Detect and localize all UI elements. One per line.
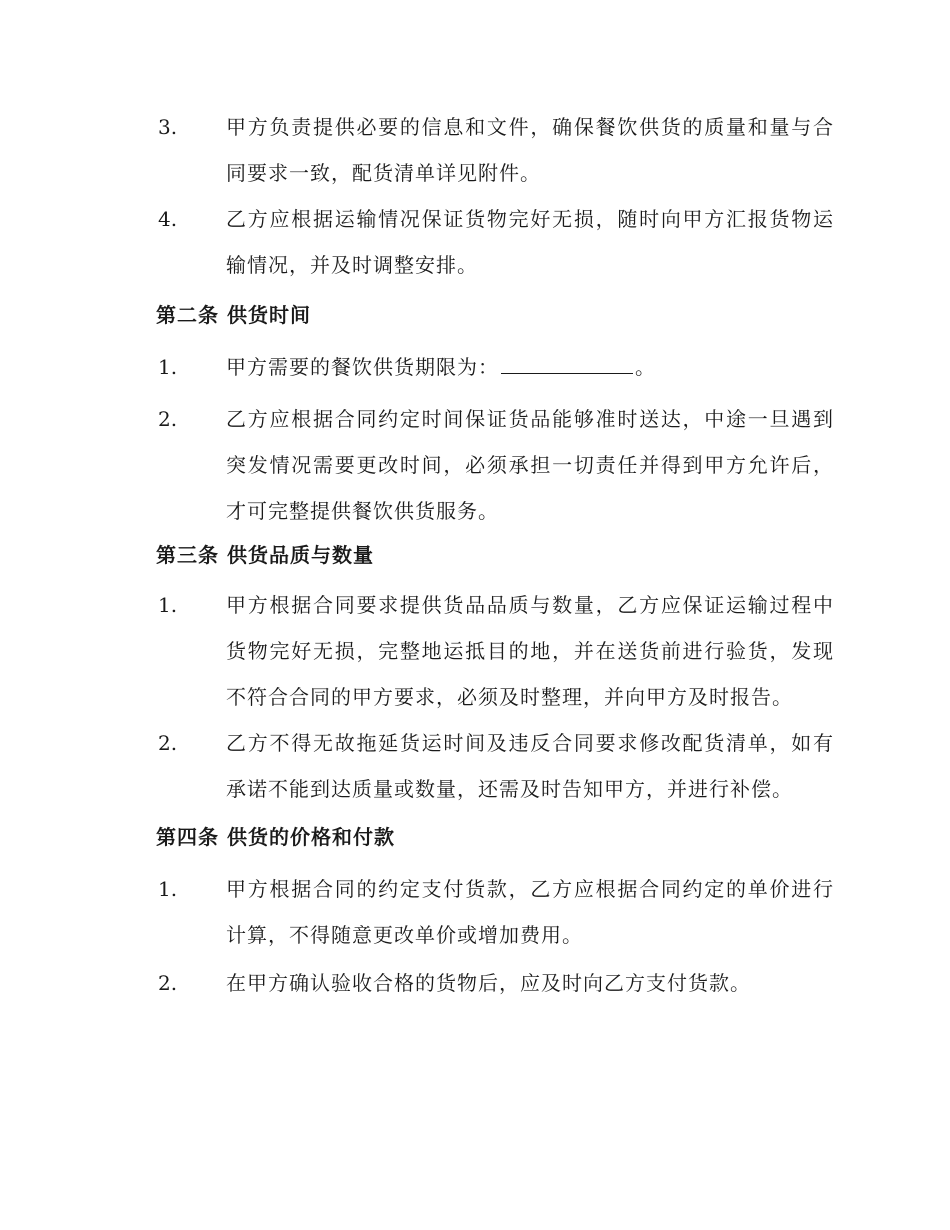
clause-suffix: 。	[635, 355, 656, 379]
clause-item	[114, 866, 834, 958]
clause-number: 4.	[158, 207, 178, 231]
clause-text: 甲方根据合同要求提供货品品质与数量，乙方应保证运输过程中货物完好无损，完整地运抵目的地，并在送货前进行验货，发现不符合合同的甲方要求，必须及时整理，并向甲方及时报告。	[226, 593, 834, 709]
clause-item	[114, 104, 834, 196]
clause-text: 乙方应根据合同约定时间保证货品能够准时送达，中途一旦遇到突发情况需要更改时间，必须承担一切责任并得到甲方允许后，才可完整提供餐饮供货服务。	[226, 407, 834, 523]
clause-item	[114, 196, 834, 288]
clause-number: 1.	[158, 877, 178, 901]
clause-number: 2.	[158, 971, 178, 995]
clause-number: 2.	[158, 407, 178, 431]
section-heading: 第三条 供货品质与数量	[156, 543, 374, 567]
section-heading: 第二条 供货时间	[156, 303, 311, 327]
clause-number: 1.	[158, 593, 178, 617]
clause-item	[114, 720, 834, 812]
clause-item	[114, 396, 834, 534]
clause-item	[114, 960, 834, 1006]
clause-text: 甲方根据合同的约定支付货款，乙方应根据合同约定的单价进行计算，不得随意更改单价或增加费用。	[226, 877, 834, 947]
clause-text: 乙方不得无故拖延货运时间及违反合同要求修改配货清单，如有承诺不能到达质量或数量，还需及时告知甲方，并进行补偿。	[226, 731, 834, 801]
clause-number: 2.	[158, 731, 178, 755]
fill-in-blank[interactable]	[501, 351, 633, 374]
section-heading: 第四条 供货的价格和付款	[156, 825, 395, 849]
clause-text: 甲方负责提供必要的信息和文件，确保餐饮供货的质量和量与合同要求一致，配货清单详见附件。	[226, 115, 834, 185]
clause-number: 3.	[158, 115, 178, 139]
clause-text-line	[114, 344, 834, 390]
clause-item	[114, 582, 834, 720]
clause-text: 在甲方确认验收合格的货物后，应及时向乙方支付货款。	[226, 971, 751, 995]
clause-item	[114, 344, 834, 390]
clause-text: 甲方需要的餐饮供货期限为：	[226, 355, 499, 379]
clause-number: 1.	[158, 355, 178, 379]
clause-text: 乙方应根据运输情况保证货物完好无损，随时向甲方汇报货物运输情况，并及时调整安排。	[226, 207, 834, 277]
